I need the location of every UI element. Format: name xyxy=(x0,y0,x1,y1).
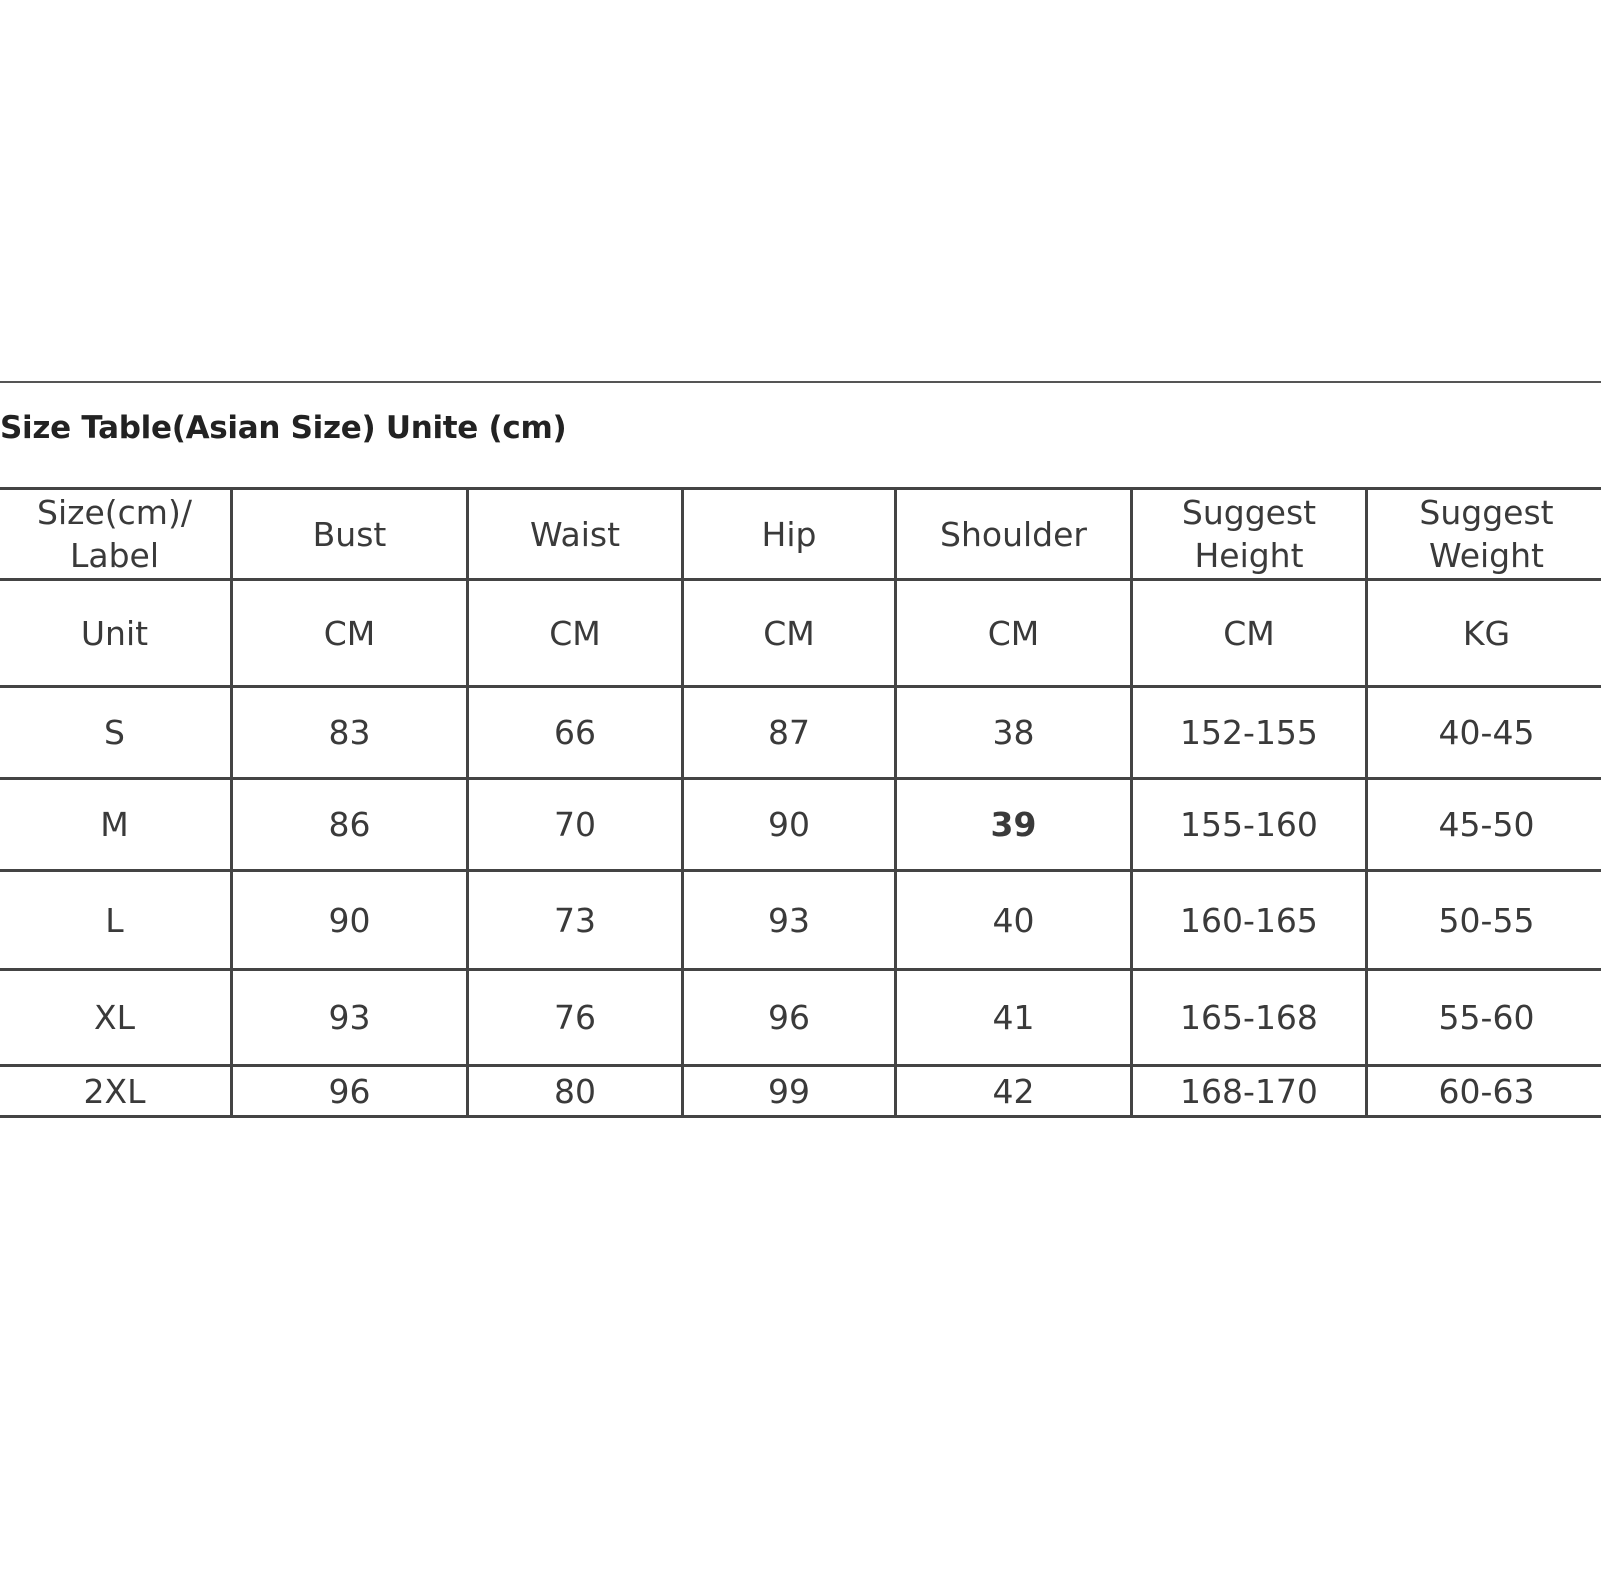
table-cell: 168-170 xyxy=(1132,1066,1367,1117)
size-cell: S xyxy=(0,687,232,779)
table-cell: 160-165 xyxy=(1132,871,1367,970)
header-row xyxy=(0,489,1601,580)
top-divider xyxy=(0,381,1601,383)
table-cell: 165-168 xyxy=(1132,970,1367,1066)
table-cell: 83 xyxy=(232,687,468,779)
header-waist: Waist xyxy=(468,489,683,580)
table-cell: 73 xyxy=(468,871,683,970)
table-cell: 40 xyxy=(896,871,1132,970)
table-cell: 38 xyxy=(896,687,1132,779)
table-cell: 152-155 xyxy=(1132,687,1367,779)
header-hip: Hip xyxy=(683,489,896,580)
header-suggest-weight: Suggest Weight xyxy=(1367,489,1601,580)
size-cell: M xyxy=(0,779,232,871)
unit-cell: CM xyxy=(468,580,683,687)
table-cell: 90 xyxy=(232,871,468,970)
size-cell: 2XL xyxy=(0,1066,232,1117)
table-cell: 99 xyxy=(683,1066,896,1117)
size-cell: XL xyxy=(0,970,232,1066)
table-cell: 41 xyxy=(896,970,1132,1066)
table-cell: 39 xyxy=(896,779,1132,871)
table-cell: 45-50 xyxy=(1367,779,1601,871)
table-cell: 42 xyxy=(896,1066,1132,1117)
unit-cell: CM xyxy=(896,580,1132,687)
header-bust: Bust xyxy=(232,489,468,580)
unit-cell: KG xyxy=(1367,580,1601,687)
unit-row xyxy=(0,580,1601,687)
table-cell: 80 xyxy=(468,1066,683,1117)
table-row xyxy=(0,779,1601,871)
unit-cell: CM xyxy=(1132,580,1367,687)
size-table xyxy=(0,487,1601,1118)
unit-cell: CM xyxy=(683,580,896,687)
table-row xyxy=(0,871,1601,970)
table-cell: 60-63 xyxy=(1367,1066,1601,1117)
size-cell: L xyxy=(0,871,232,970)
table-row xyxy=(0,687,1601,779)
table-cell: 155-160 xyxy=(1132,779,1367,871)
header-suggest-height: Suggest Height xyxy=(1132,489,1367,580)
table-row xyxy=(0,1066,1601,1117)
table-cell: 90 xyxy=(683,779,896,871)
header-shoulder: Shoulder xyxy=(896,489,1132,580)
table-cell: 66 xyxy=(468,687,683,779)
table-cell: 87 xyxy=(683,687,896,779)
table-cell: 50-55 xyxy=(1367,871,1601,970)
table-cell: 76 xyxy=(468,970,683,1066)
table-cell: 86 xyxy=(232,779,468,871)
table-cell: 96 xyxy=(232,1066,468,1117)
table-cell: 40-45 xyxy=(1367,687,1601,779)
header-size-label: Size(cm)/ Label xyxy=(0,489,232,580)
table-cell: 55-60 xyxy=(1367,970,1601,1066)
table-cell: 96 xyxy=(683,970,896,1066)
unit-cell: CM xyxy=(232,580,468,687)
table-cell: 93 xyxy=(683,871,896,970)
table-cell: 70 xyxy=(468,779,683,871)
size-table-title: Size Table(Asian Size) Unite (cm) xyxy=(0,410,567,446)
table-row xyxy=(0,970,1601,1066)
unit-cell: Unit xyxy=(0,580,232,687)
table-cell: 93 xyxy=(232,970,468,1066)
